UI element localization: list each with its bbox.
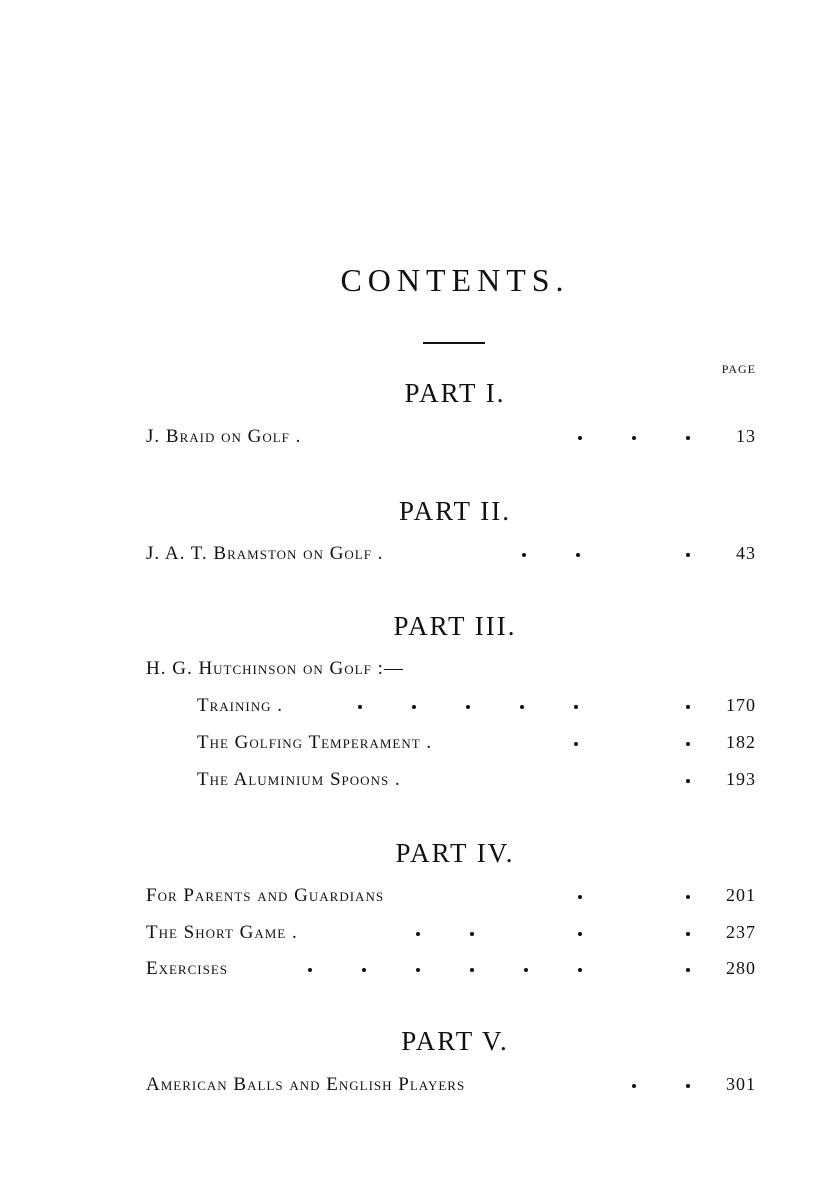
toc-entry	[146, 885, 756, 915]
leader-dot	[632, 1084, 636, 1088]
toc-entry-label: The Short Game .	[146, 922, 298, 943]
toc-entry	[146, 958, 756, 988]
toc-entry-page: 182	[726, 732, 756, 752]
part-heading: PART II.	[399, 496, 511, 526]
leader-dot	[578, 895, 582, 899]
leader-dot	[578, 932, 582, 936]
toc-entry-label: Exercises	[146, 958, 229, 979]
leader-dot	[576, 553, 580, 557]
leader-dot	[578, 436, 582, 440]
toc-entry-label: For Parents and Guardians	[146, 885, 385, 906]
leader-dot	[466, 705, 470, 709]
part-heading: PART III.	[393, 611, 517, 641]
leader-dot	[574, 742, 578, 746]
toc-entry	[197, 695, 756, 725]
leader-dot	[520, 705, 524, 709]
part-heading: PART I.	[404, 378, 506, 408]
toc-entry-page: 280	[726, 958, 756, 978]
toc-entry-page: 201	[726, 885, 756, 905]
leader-dot	[470, 932, 474, 936]
leader-dot	[686, 742, 690, 746]
leader-dot	[632, 436, 636, 440]
part-heading: PART V.	[401, 1026, 509, 1056]
toc-entry	[146, 543, 756, 573]
toc-entry	[146, 426, 756, 456]
title-rule	[423, 342, 485, 344]
toc-entry-label: The Aluminium Spoons .	[197, 769, 401, 790]
leader-dot	[308, 968, 312, 972]
toc-entry	[197, 769, 756, 799]
toc-entry-label: J. Braid on Golf .	[146, 426, 302, 447]
toc-entry-label: Training .	[197, 695, 283, 716]
leader-dot	[522, 553, 526, 557]
toc-entry-label: H. G. Hutchinson on Golf :—	[146, 658, 404, 679]
leader-dot	[470, 968, 474, 972]
leader-dot	[686, 932, 690, 936]
leader-dot	[686, 779, 690, 783]
leader-dot	[574, 705, 578, 709]
part-heading: PART IV.	[395, 838, 515, 868]
leader-dot	[686, 705, 690, 709]
toc-entry-label: The Golfing Temperament .	[197, 732, 433, 753]
toc-entry-page: 193	[726, 769, 756, 789]
leader-dot	[686, 895, 690, 899]
leader-dot	[416, 932, 420, 936]
toc-entry-label: American Balls and English Players	[146, 1074, 466, 1095]
toc-entry	[146, 658, 756, 688]
toc-entry-page: 301	[726, 1074, 756, 1094]
page-title: CONTENTS.	[340, 262, 570, 298]
leader-dot	[686, 1084, 690, 1088]
leader-dot	[686, 553, 690, 557]
leader-dot	[358, 705, 362, 709]
toc-entry-page: 237	[726, 922, 756, 942]
toc-entry	[146, 922, 756, 952]
toc-entry-page: 170	[726, 695, 756, 715]
toc-entry-page: 13	[736, 426, 756, 446]
toc-entry-page: 43	[736, 543, 756, 563]
leader-dot	[412, 705, 416, 709]
toc-entry	[146, 1074, 756, 1104]
toc-entry-label: J. A. T. Bramston on Golf .	[146, 543, 384, 564]
leader-dot	[686, 968, 690, 972]
leader-dot	[416, 968, 420, 972]
leader-dot	[524, 968, 528, 972]
leader-dot	[362, 968, 366, 972]
leader-dot	[578, 968, 582, 972]
toc-entry	[197, 732, 756, 762]
page-column-header: PAGE	[721, 362, 756, 376]
leader-dot	[686, 436, 690, 440]
